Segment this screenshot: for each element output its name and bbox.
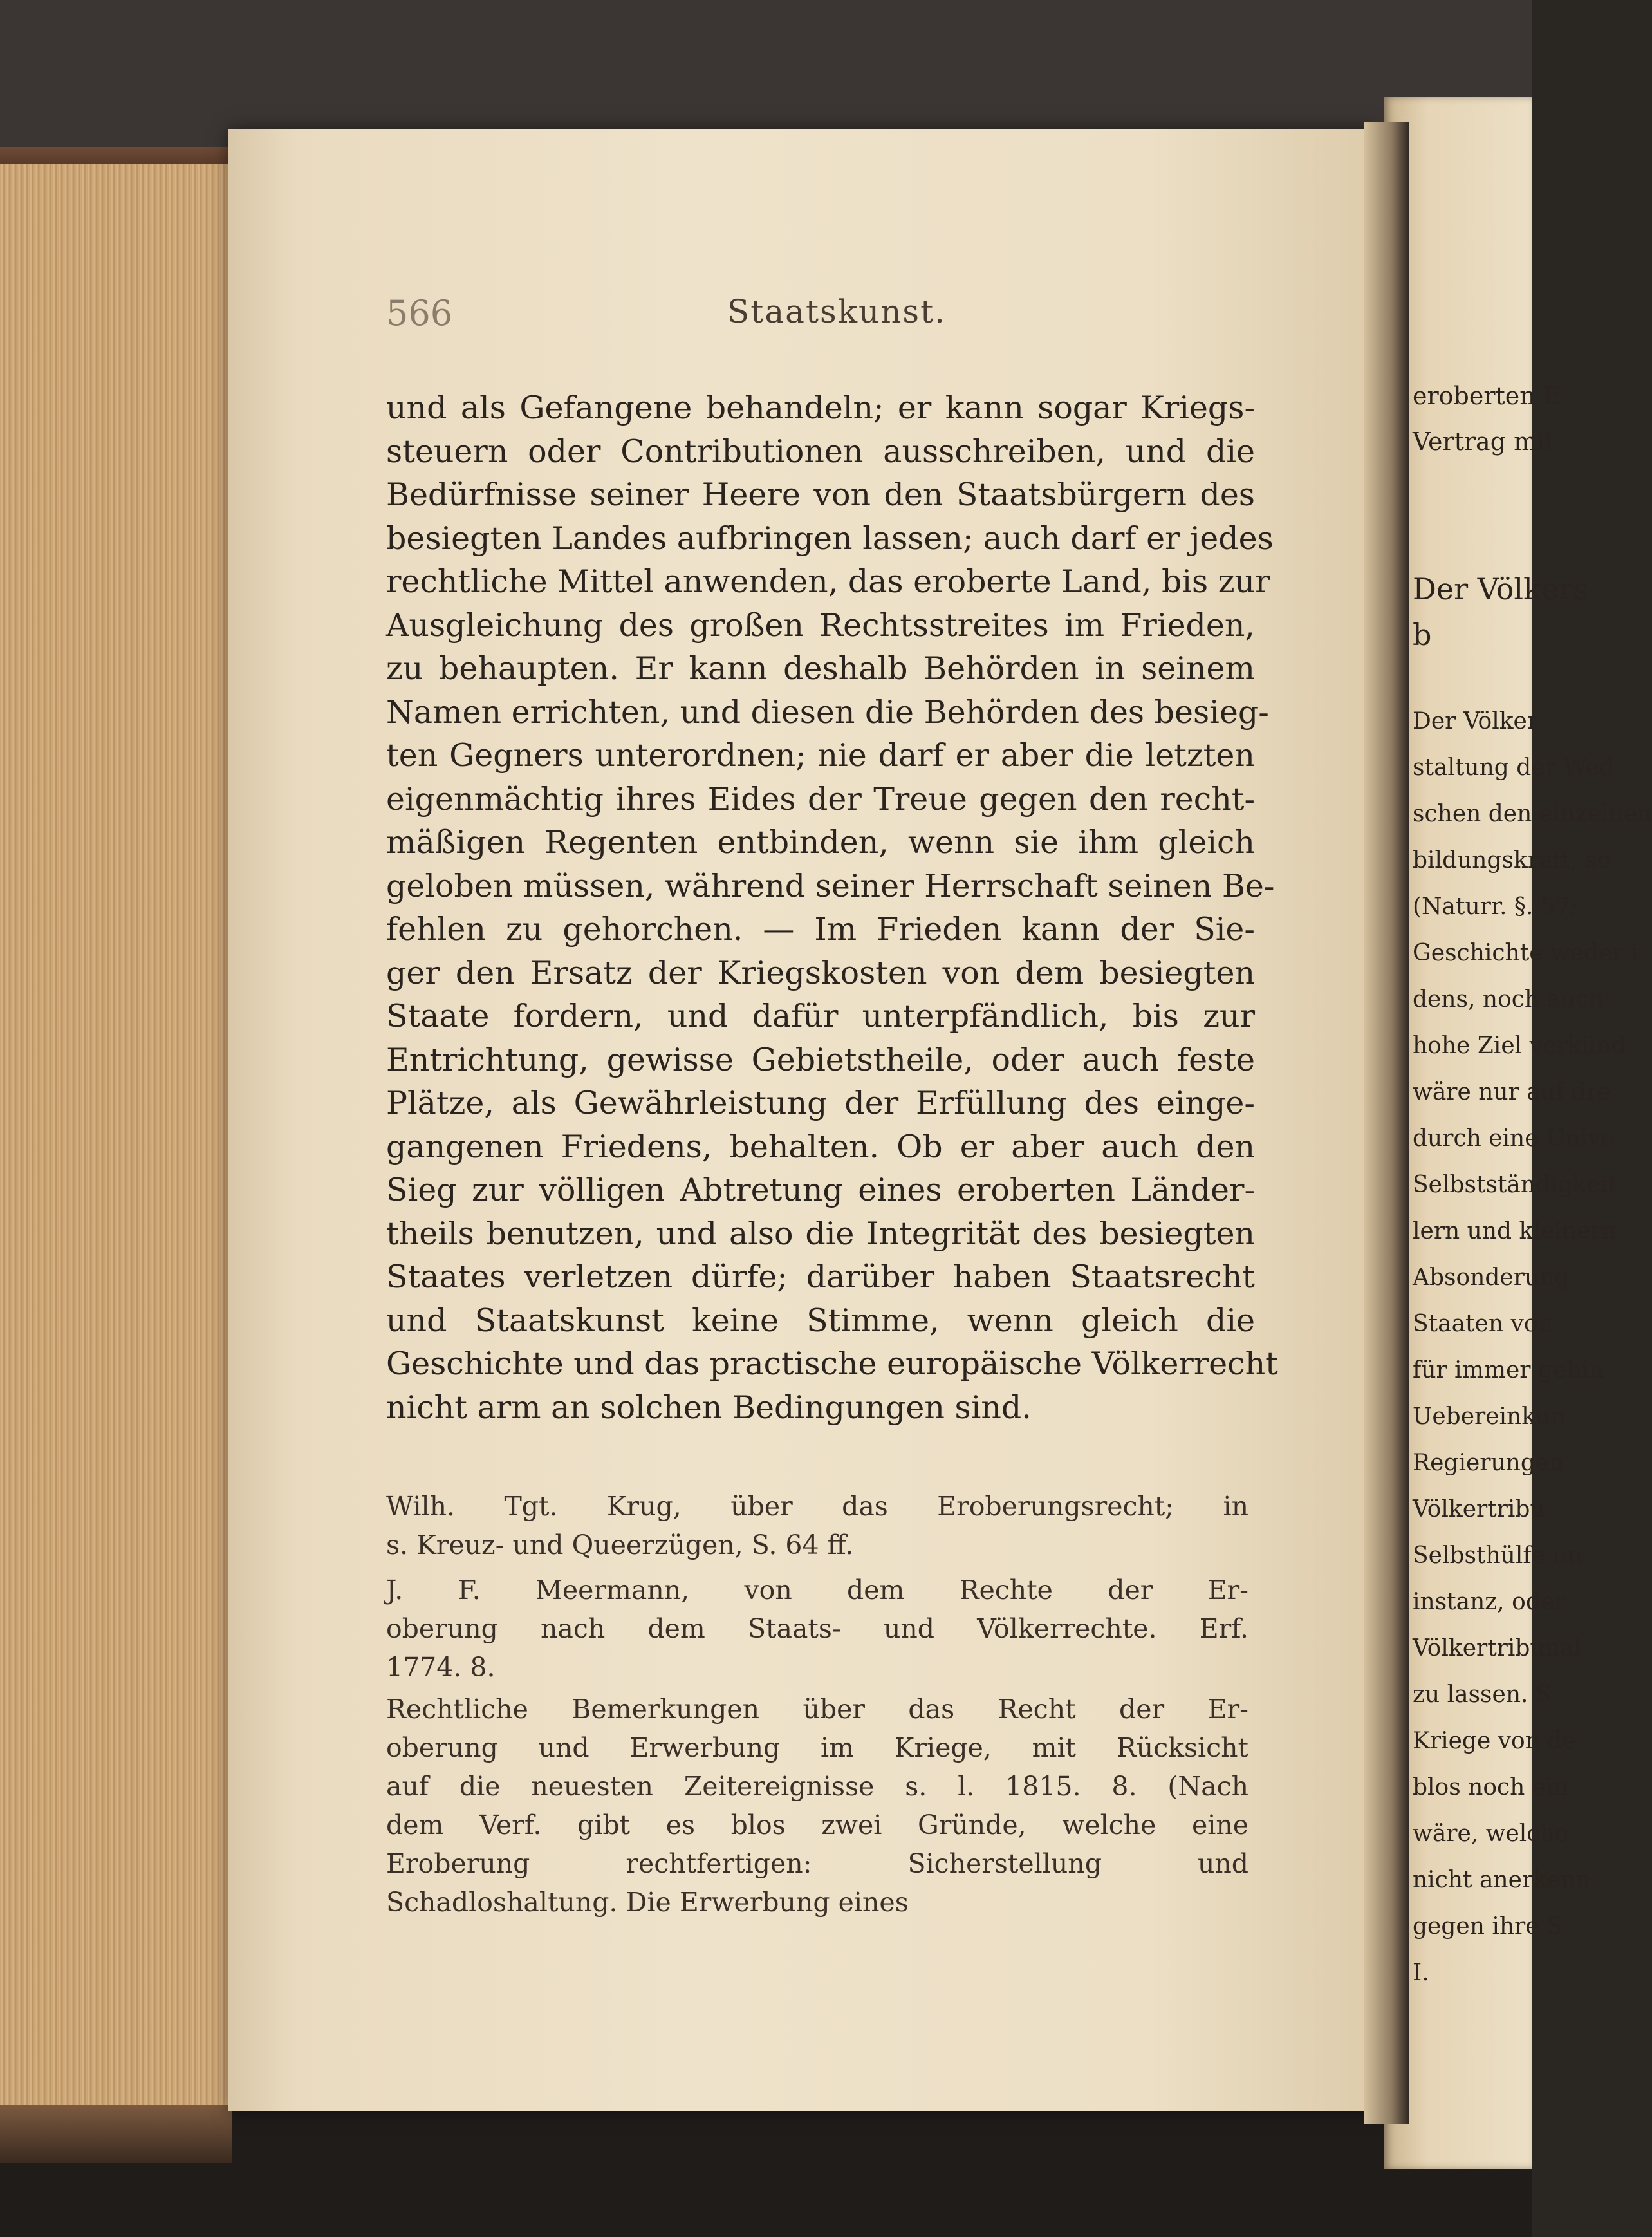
text-line: Staates verletzen dürfe; darüber haben Staatsrecht bbox=[386, 1259, 1255, 1295]
facing-line: Der Völkers bbox=[1413, 572, 1588, 606]
facing-line: eroberten E bbox=[1413, 382, 1561, 410]
text-line: zu behaupten. Er kann deshalb Behörden in seinem bbox=[386, 650, 1255, 687]
facing-line: staltung der Wed bbox=[1413, 754, 1614, 781]
facing-line: Vertrag mit bbox=[1413, 427, 1555, 456]
facing-page-heading bbox=[1413, 566, 1588, 658]
facing-line: durch eine Unive bbox=[1413, 1125, 1615, 1152]
text-line: steuern oder Contributionen ausschreiben, und die bbox=[386, 433, 1255, 470]
facing-line: blos noch ein bbox=[1413, 1774, 1568, 1801]
text-line: mäßigen Regenten entbinden, wenn sie ihm gleich bbox=[386, 824, 1255, 861]
text-line: und Staatskunst keine Stimme, wenn gleich die bbox=[386, 1302, 1255, 1339]
facing-line: dens, noch auch bbox=[1413, 986, 1604, 1013]
text-line: Ausgleichung des großen Rechtsstreites im Frieden, bbox=[386, 606, 1255, 644]
text-line: fehlen zu gehorchen. — Im Frieden kann der Sie- bbox=[386, 911, 1255, 948]
text-line: ger den Ersatz der Kriegskosten von dem besiegten bbox=[386, 954, 1255, 991]
text-line: rechtliche Mittel anwenden, das eroberte Land, bis zur bbox=[386, 563, 1270, 600]
text-line: geloben müssen, während seiner Herrschaft seinen Be- bbox=[386, 867, 1275, 904]
facing-line: Völkertribu bbox=[1413, 1496, 1545, 1522]
text-line: Namen errichten, und diesen die Behörden des besieg- bbox=[386, 693, 1269, 731]
text-line: Staate fordern, und dafür unterpfändlich, bis zur bbox=[386, 998, 1255, 1034]
text-line: theils benutzen, und also die Integrität des besiegten bbox=[386, 1215, 1255, 1252]
note-line: dem Verf. gibt es blos zwei Gründe, welche eine bbox=[386, 1810, 1248, 1840]
note-line: J. F. Meermann, von dem Rechte der Er- bbox=[386, 1575, 1248, 1605]
facing-line: Kriege von de bbox=[1413, 1728, 1576, 1754]
note-line: auf die neuesten Zeitereignisse s. l. 1815. 8. (Nach bbox=[386, 1771, 1248, 1802]
note-line: oberung und Erwerbung im Kriege, mit Rücksicht bbox=[386, 1732, 1248, 1763]
text-line: Plätze, als Gewährleistung der Erfüllung des einge- bbox=[386, 1085, 1255, 1121]
text-line: Geschichte und das practische europäische Völkerrecht bbox=[386, 1345, 1278, 1382]
facing-line: Selbstständigkeit bbox=[1413, 1172, 1617, 1198]
note-line: Rechtliche Bemerkungen über das Recht der Er- bbox=[386, 1694, 1248, 1725]
note-line: 1774. 8. bbox=[386, 1652, 496, 1683]
reference-krug bbox=[386, 1487, 1248, 1564]
facing-line: zu lassen. S bbox=[1413, 1681, 1552, 1708]
text-line: besiegten Landes aufbringen lassen; auch darf er jedes bbox=[386, 519, 1274, 557]
note-line: s. Kreuz- und Queerzügen, S. 64 ff. bbox=[386, 1530, 854, 1560]
page-number: 566 bbox=[386, 293, 453, 333]
book-block-bottom bbox=[0, 2105, 232, 2163]
note-line: Eroberung rechtfertigen: Sicherstellung und bbox=[386, 1848, 1248, 1879]
book-page-edges bbox=[0, 164, 228, 2121]
note-line: oberung nach dem Staats- und Völkerrechte. Erf. bbox=[386, 1613, 1248, 1644]
note-line: Schadloshaltung. Die Erwerbung eines bbox=[386, 1887, 909, 1918]
facing-line: Uebereinkun bbox=[1413, 1403, 1566, 1430]
facing-line: wäre, welche bbox=[1413, 1820, 1568, 1847]
facing-line: b bbox=[1413, 617, 1432, 652]
facing-line: Der Völker bbox=[1413, 708, 1539, 735]
facing-line: lern und kleinern bbox=[1413, 1218, 1617, 1244]
facing-line: Selbsthülfe un bbox=[1413, 1542, 1582, 1569]
facing-line: Völkertribunal bbox=[1413, 1635, 1581, 1661]
facing-line: schen den einzelnen bbox=[1413, 801, 1652, 827]
facing-line: Absonderung bbox=[1413, 1264, 1570, 1291]
facing-line: I. bbox=[1413, 1960, 1429, 1986]
text-line: ten Gegners unterordnen; nie darf er aber die letzten bbox=[386, 737, 1255, 774]
text-line: eigenmächtig ihres Eides der Treue gegen den recht- bbox=[386, 780, 1255, 818]
background-top bbox=[0, 0, 1532, 148]
text-line: nicht arm an solchen Bedingungen sind. bbox=[386, 1389, 1032, 1426]
facing-line: instanz, oder bbox=[1413, 1589, 1566, 1615]
running-title: Staatskunst. bbox=[727, 293, 947, 330]
facing-line: hohe Ziel verkünd bbox=[1413, 1033, 1626, 1059]
facing-line: Staaten von bbox=[1413, 1311, 1553, 1337]
reference-meermann bbox=[386, 1571, 1248, 1687]
main-text bbox=[386, 386, 1278, 1429]
facing-line: Geschichte weder i bbox=[1413, 940, 1638, 966]
facing-line: nicht anerkenn bbox=[1413, 1867, 1591, 1893]
facing-line: gegen ihre S bbox=[1413, 1913, 1563, 1940]
text-line: gangenen Friedens, behalten. Ob er aber auch den bbox=[386, 1128, 1255, 1165]
text-line: und als Gefangene behandeln; er kann sogar Kriegs- bbox=[386, 389, 1255, 426]
text-line: Bedürfnisse seiner Heere von den Staatsbürgern des bbox=[386, 476, 1255, 513]
facing-line: wäre nur auf dre bbox=[1413, 1079, 1611, 1105]
book-gutter bbox=[1364, 122, 1409, 2124]
text-line: Entrichtung, gewisse Gebietstheile, oder auch feste bbox=[386, 1041, 1255, 1078]
reference-bemerkungen bbox=[386, 1690, 1248, 1922]
note-line: Wilh. Tgt. Krug, über das Eroberungsrecht; in bbox=[386, 1491, 1248, 1522]
facing-page-text-top bbox=[1413, 373, 1561, 465]
facing-line: bildungskraft, so bbox=[1413, 847, 1611, 874]
facing-line: Regierungen bbox=[1413, 1450, 1564, 1476]
facing-line: (Naturr. §. 57; bbox=[1413, 894, 1578, 920]
facing-line: für immer gehin bbox=[1413, 1357, 1604, 1383]
facing-page-text bbox=[1413, 698, 1652, 1996]
text-line: Sieg zur völligen Abtretung eines eroberten Länder- bbox=[386, 1172, 1255, 1208]
